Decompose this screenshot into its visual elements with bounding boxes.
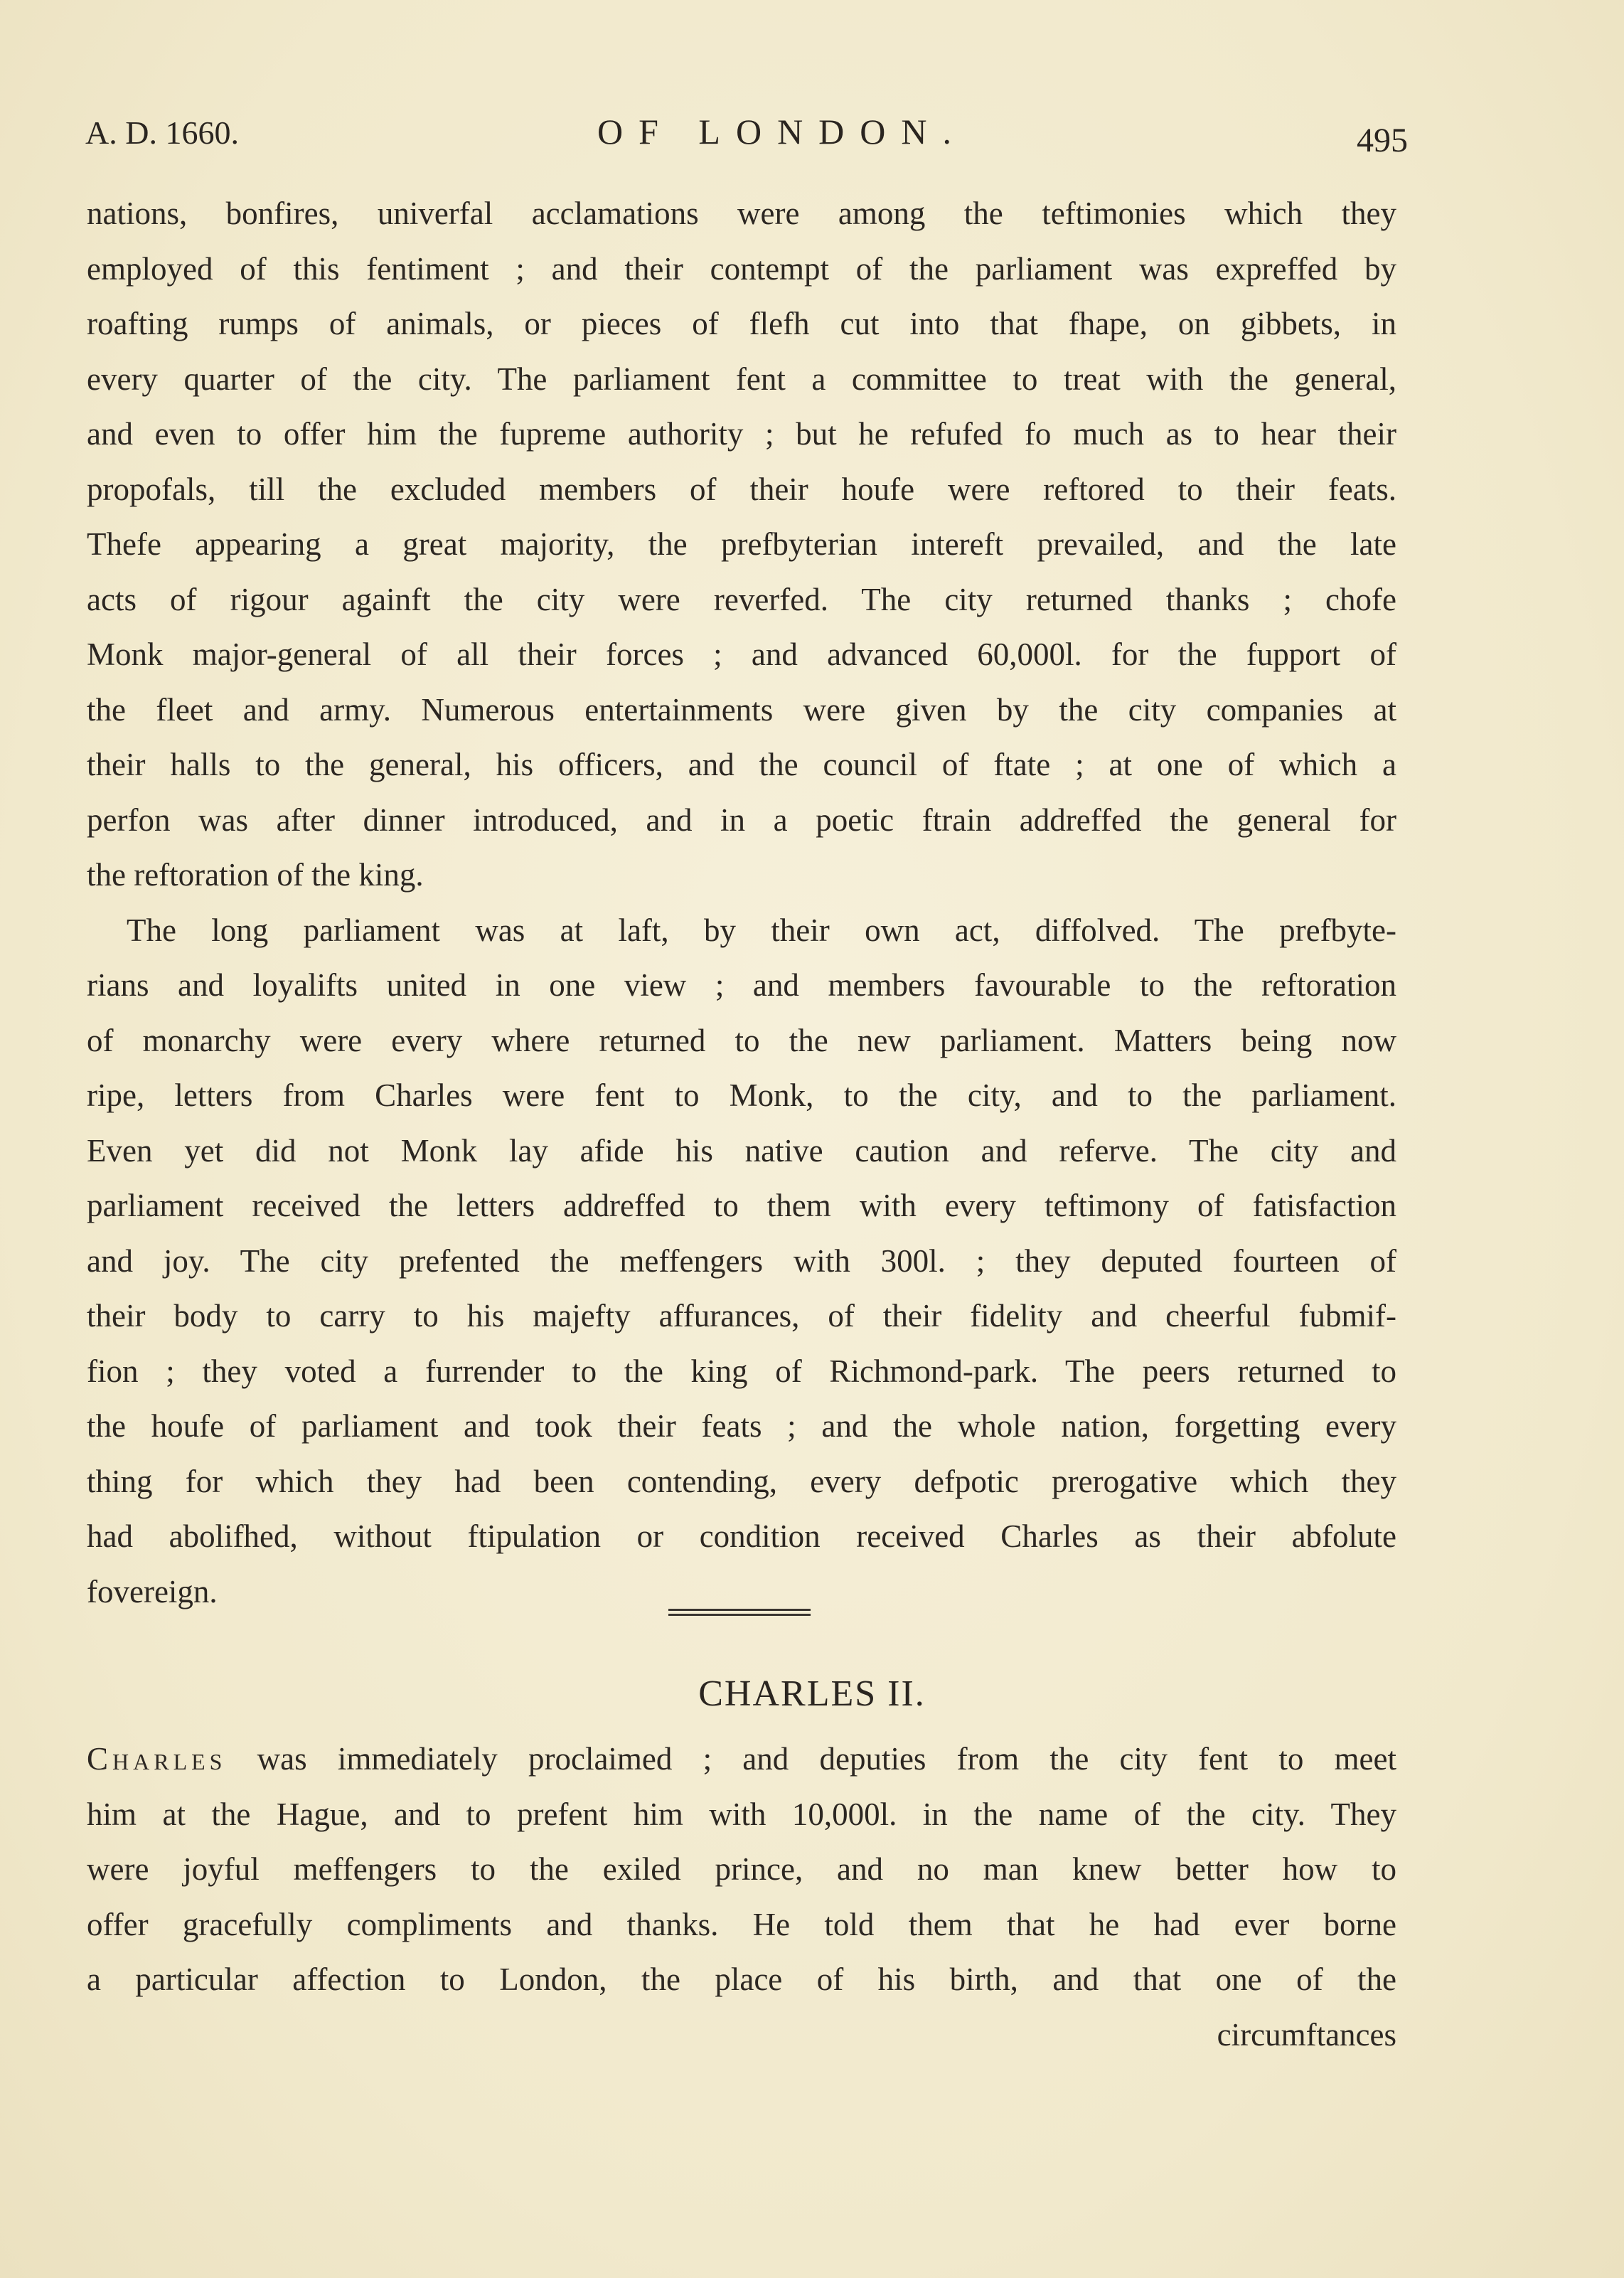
text-line: propofals, till the excluded members of their houfe were reftored to their feats. <box>87 471 1396 507</box>
text-line: Monk major-general of all their forces ; and advanced 60,000l. for the fupport of <box>87 637 1396 672</box>
header-date: A. D. 1660. <box>85 115 239 151</box>
text-line: and joy. The city prefented the meffengers with 300l. ; they deputed fourteen of <box>87 1242 1396 1279</box>
text-line: employed of this fentiment ; and their contempt of the parliament was expreffed by <box>87 250 1396 287</box>
text-line: Even yet did not Monk lay afide his native caution and referve. The city and <box>87 1132 1396 1169</box>
text-line: and even to offer him the fupreme authority ; but he refufed fo much as to hear their <box>87 416 1396 452</box>
text-line: a particular affection to London, the place of his birth, and that one of the <box>87 1962 1396 1997</box>
text-line: were joyful meffengers to the exiled prince, and no man knew better how to <box>87 1851 1396 1887</box>
text-line <box>87 1732 1396 1787</box>
catchword: circumftances <box>1217 2016 1396 2053</box>
text-line: perfon was after dinner introduced, and in a poetic ftrain addreffed the general for <box>87 802 1396 838</box>
section-title: CHARLES II. <box>698 1673 926 1714</box>
text-line: of monarchy were every where returned to the new parliament. Matters being now <box>87 1022 1396 1058</box>
text-line: roafting rumps of animals, or pieces of flefh cut into that fhape, on gibbets, in <box>87 306 1396 341</box>
text-line: thing for which they had been contending, every defpotic prerogative which they <box>87 1463 1396 1499</box>
text-line: fion ; they voted a furrender to the king of Richmond-park. The peers returned to <box>87 1353 1396 1389</box>
header-title: OF LONDON. <box>597 112 967 151</box>
running-header <box>85 107 1408 164</box>
text-line: had abolifhed, without ftipulation or condition received Charles as their abfolute <box>87 1518 1396 1554</box>
paragraph-1 <box>87 186 1396 903</box>
text-line: ripe, letters from Charles were fent to Monk, to the city, and to the parliament. <box>87 1077 1396 1113</box>
section-divider <box>668 1609 811 1619</box>
line-rest: was immediately proclaimed ; and deputies from the city fent to meet <box>226 1741 1396 1777</box>
text-line: nations, bonfires, univerfal acclamations were among the teftimonies which they <box>87 196 1396 231</box>
section-first-word: Charles <box>87 1741 227 1777</box>
text-line: offer gracefully compliments and thanks. He told them that he had ever borne <box>87 1906 1396 1942</box>
main-text <box>87 186 1396 1619</box>
text-line: parliament received the letters addreffed to them with every teftimony of fatisfaction <box>87 1188 1396 1223</box>
text-line: Thefe appearing a great majority, the prefbyterian intereft prevailed, and the late <box>87 526 1396 562</box>
text-line: the reftoration of the king. <box>87 857 424 893</box>
section-text <box>87 1732 1396 2063</box>
text-line: every quarter of the city. The parliament fent a committee to treat with the general, <box>87 361 1396 397</box>
text-line: rians and loyalifts united in one view ; and members favourable to the reftoration <box>87 967 1396 1003</box>
text-line: acts of rigour againft the city were reverfed. The city returned thanks ; chofe <box>87 581 1396 617</box>
text-line: the houfe of parliament and took their feats ; and the whole nation, forgetting every <box>87 1408 1396 1444</box>
paragraph-2 <box>87 903 1396 1620</box>
text-line: the fleet and army. Numerous entertainments were given by the city companies at <box>87 691 1396 728</box>
text-line: The long parliament was at laft, by their own act, diffolved. The prefbyte- <box>127 912 1396 948</box>
text-line: fovereign. <box>87 1573 218 1609</box>
text-line: their halls to the general, his officers, and the council of ftate ; at one of which a <box>87 747 1396 782</box>
text-line: their body to carry to his majefty affurances, of their fidelity and cheerful fubmif- <box>87 1298 1396 1334</box>
text-line: him at the Hague, and to prefent him with 10,000l. in the name of the city. They <box>87 1796 1396 1832</box>
page-number: 495 <box>1357 122 1408 159</box>
